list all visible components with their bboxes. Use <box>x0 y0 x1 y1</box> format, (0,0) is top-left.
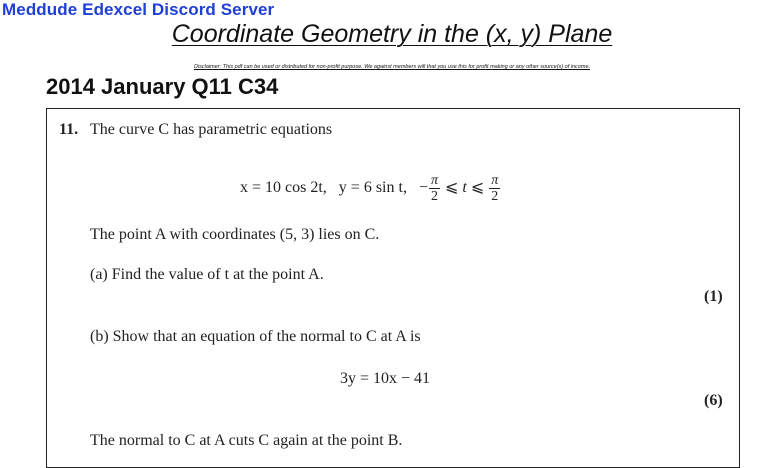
question-number: 11. <box>59 121 79 138</box>
point-statement: The point A with coordinates (5, 3) lies on C. <box>90 226 380 243</box>
parametric-equations <box>240 173 501 204</box>
marks-part-b: (6) <box>704 392 723 409</box>
range-minus: − <box>418 179 428 197</box>
server-title: Meddude Edexcel Discord Server <box>2 0 275 19</box>
fraction-pi-over-2-left: $\frac{\pi}{2}$ <box>430 173 438 204</box>
document-title: Coordinate Geometry in the (x, y) Plane <box>171 20 613 48</box>
part-a-text: (a) Find the value of t at the point A. <box>90 266 324 283</box>
part-b-text: (b) Show that an equation of the normal to C at A is <box>90 328 421 345</box>
question-intro: The curve C has parametric equations <box>90 121 333 138</box>
disclaimer-text: Disclaimer: This pdf can be used or distributed for non-profit purpose. We against members will that you use this for profit making or any other source(s) of income. <box>193 64 591 70</box>
equation-x: x = 10 cos 2t, <box>240 179 327 197</box>
fraction-pi-over-2-right: $\frac{\pi}{2}$ <box>491 173 499 204</box>
normal-equation: 3y = 10x − 41 <box>340 370 431 387</box>
part-c-partial-text: The normal to C at A cuts C again at the point B. <box>90 432 403 449</box>
marks-part-a: (1) <box>704 288 723 305</box>
leq-sign-2: ⩽ <box>470 179 485 197</box>
equation-y: y = 6 sin t, <box>338 179 407 197</box>
question-id: 2014 January Q11 C34 <box>46 74 279 99</box>
question-box <box>46 108 740 468</box>
leq-sign-1: ⩽ <box>444 179 459 197</box>
variable-t: t <box>462 179 467 197</box>
